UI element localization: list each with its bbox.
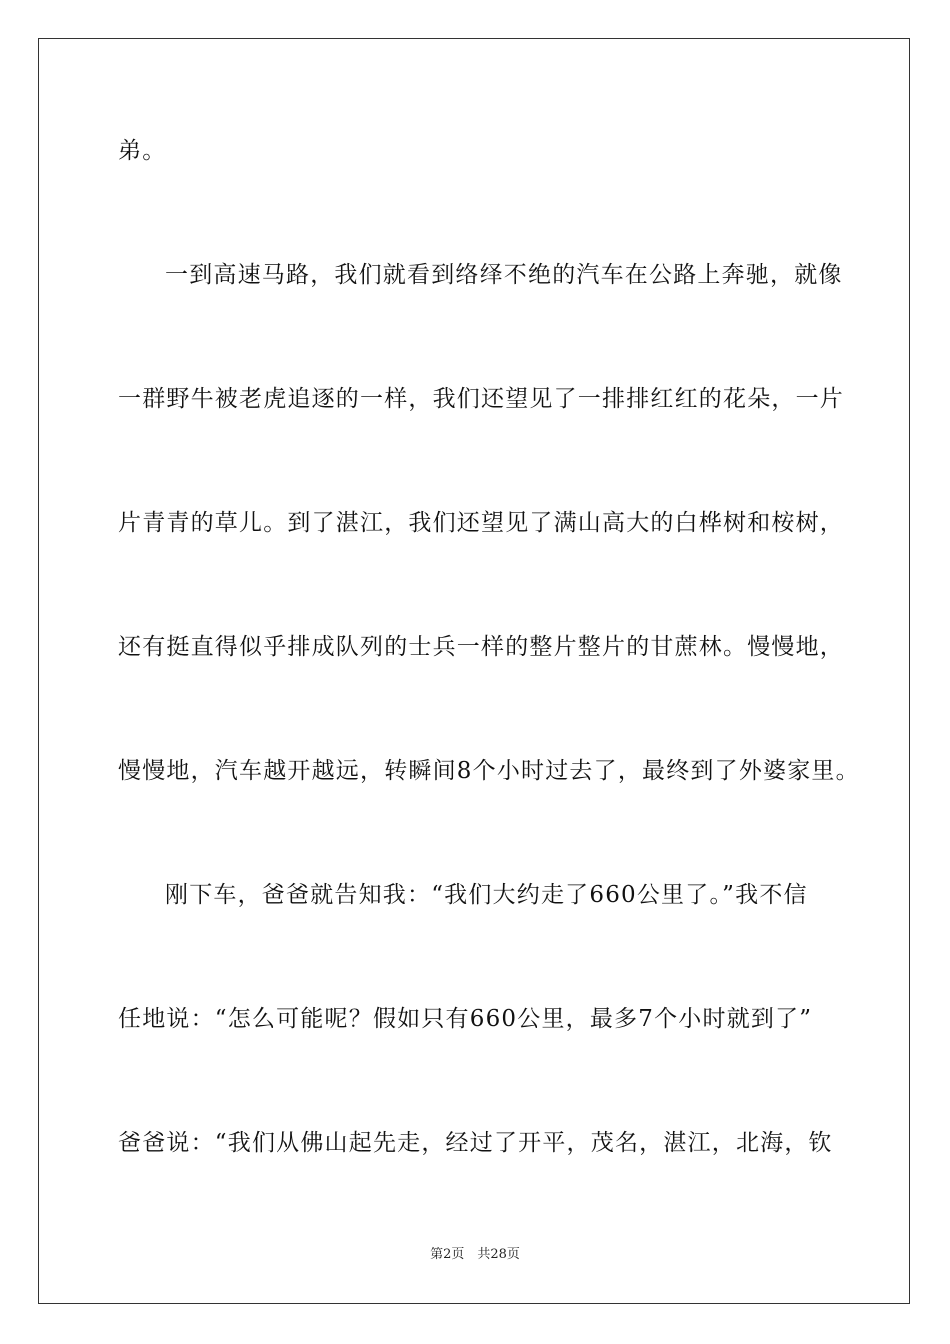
paragraph-line-2: 一到高速马路，我们就看到络绎不绝的汽车在公路上奔驰，就像 <box>165 262 843 288</box>
page-number-footer: 第2页 共28页 <box>430 1247 520 1262</box>
paragraph-line-4: 片青青的草儿。到了湛江，我们还望见了满山高大的白桦树和桉树， <box>118 510 844 536</box>
paragraph-line-6: 慢慢地，汽车越开越远，转瞬间8个小时过去了，最终到了外婆家里。 <box>118 758 860 784</box>
paragraph-line-9: 爸爸说：“我们从佛山起先走，经过了开平，茂名，湛江，北海，钦 <box>118 1130 833 1156</box>
page-border <box>38 38 910 1304</box>
paragraph-line-7: 刚下车，爸爸就告知我：“我们大约走了660公里了。”我不信 <box>165 882 808 908</box>
paragraph-line-8: 任地说：“怎么可能呢？假如只有660公里，最多7个小时就到了” <box>118 1006 813 1032</box>
paragraph-line-1: 弟。 <box>118 138 167 164</box>
paragraph-line-3: 一群野牛被老虎追逐的一样，我们还望见了一排排红红的花朵，一片 <box>118 386 844 412</box>
paragraph-line-5: 还有挺直得似乎排成队列的士兵一样的整片整片的甘蔗林。慢慢地， <box>118 634 844 660</box>
